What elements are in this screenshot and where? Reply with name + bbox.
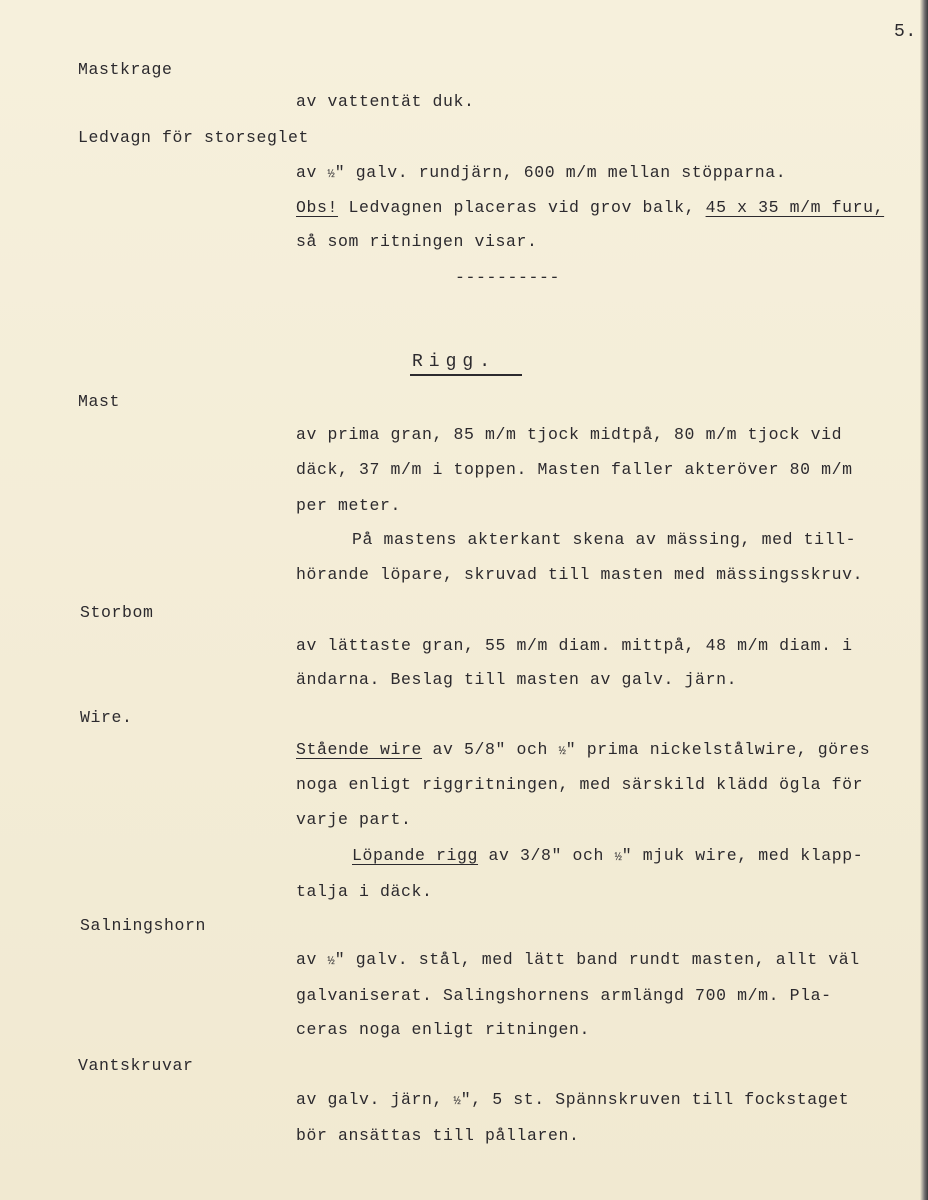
text-fragment: " galv. stål, med lätt band rundt masten, allt väl: [334, 950, 860, 969]
page-number: 5.: [894, 22, 917, 42]
heading-underline: [410, 374, 522, 376]
mast-line-2: däck, 37 m/m i toppen. Masten faller akteröver 80 m/m: [296, 460, 853, 479]
text-fragment: " galv. rundjärn, 600 m/m mellan stöpparna.: [334, 163, 787, 182]
mastkrage-text: av vattentät duk.: [296, 92, 475, 111]
section-label-storbom: Storbom: [80, 603, 154, 622]
section-label-ledvagn: Ledvagn för storseglet: [78, 128, 310, 147]
fraction: ½: [614, 850, 622, 864]
section-label-vantskruvar: Vantskruvar: [78, 1056, 194, 1075]
wire-line-1: [296, 740, 870, 761]
section-divider: ----------: [455, 268, 561, 287]
text-fragment: Ledvagnen placeras vid grov balk,: [338, 198, 706, 217]
vantskruvar-line-1: [296, 1090, 849, 1111]
wire-line-2: noga enligt riggritningen, med särskild klädd ögla för: [296, 775, 864, 794]
text-fragment: ", 5 st. Spännskruven till fockstaget: [460, 1090, 850, 1109]
fraction: ½: [453, 1094, 461, 1108]
section-label-wire: Wire.: [80, 708, 133, 727]
wire-line-5: talja i däck.: [296, 882, 433, 901]
section-label-mastkrage: Mastkrage: [78, 60, 173, 79]
fraction: ½: [558, 744, 566, 758]
text-fragment: av: [296, 950, 328, 969]
text-fragment: av: [296, 163, 328, 182]
salningshorn-line-2: galvaniserat. Salingshornens armlängd 700 m/m. Pla-: [296, 986, 832, 1005]
section-label-salningshorn: Salningshorn: [80, 916, 207, 935]
storbom-line-2: ändarna. Beslag till masten av galv. järn.: [296, 670, 738, 689]
mast-line-1: av prima gran, 85 m/m tjock midtpå, 80 m/m tjock vid: [296, 425, 843, 444]
text-fragment: " mjuk wire, med klapp-: [621, 846, 864, 865]
fraction: ½: [327, 954, 335, 968]
mast-line-4: På mastens akterkant skena av mässing, med till-: [352, 530, 857, 549]
ledvagn-line-1: [296, 163, 786, 184]
salningshorn-line-3: ceras noga enligt ritningen.: [296, 1020, 591, 1039]
salningshorn-line-1: [296, 950, 860, 971]
text-fragment: av galv. järn,: [296, 1090, 454, 1109]
wire-line-3: varje part.: [296, 810, 412, 829]
text-fragment: av 3/8" och: [478, 846, 615, 865]
obs-label: Obs!: [296, 198, 339, 217]
staende-wire-label: Stående wire: [296, 740, 423, 759]
lopande-rigg-label: Löpande rigg: [352, 846, 479, 865]
vantskruvar-line-2: bör ansättas till pållaren.: [296, 1126, 580, 1145]
page-edge-shadow: [920, 0, 928, 1200]
underlined-dimension: 45 x 35 m/m furu,: [705, 198, 885, 217]
rigg-heading: Rigg.: [412, 352, 497, 372]
wire-line-4: [352, 846, 863, 867]
text-fragment: " prima nickelstålwire, göres: [565, 740, 871, 759]
section-label-mast: Mast: [78, 392, 121, 411]
mast-line-3: per meter.: [296, 496, 402, 515]
mast-line-5: hörande löpare, skruvad till masten med mässingsskruv.: [296, 565, 864, 584]
ledvagn-obs-line: [296, 198, 884, 218]
storbom-line-1: av lättaste gran, 55 m/m diam. mittpå, 48 m/m diam. i: [296, 636, 853, 655]
text-fragment: av 5/8" och: [422, 740, 559, 759]
fraction: ½: [327, 167, 335, 181]
ledvagn-line-3: så som ritningen visar.: [296, 232, 538, 251]
